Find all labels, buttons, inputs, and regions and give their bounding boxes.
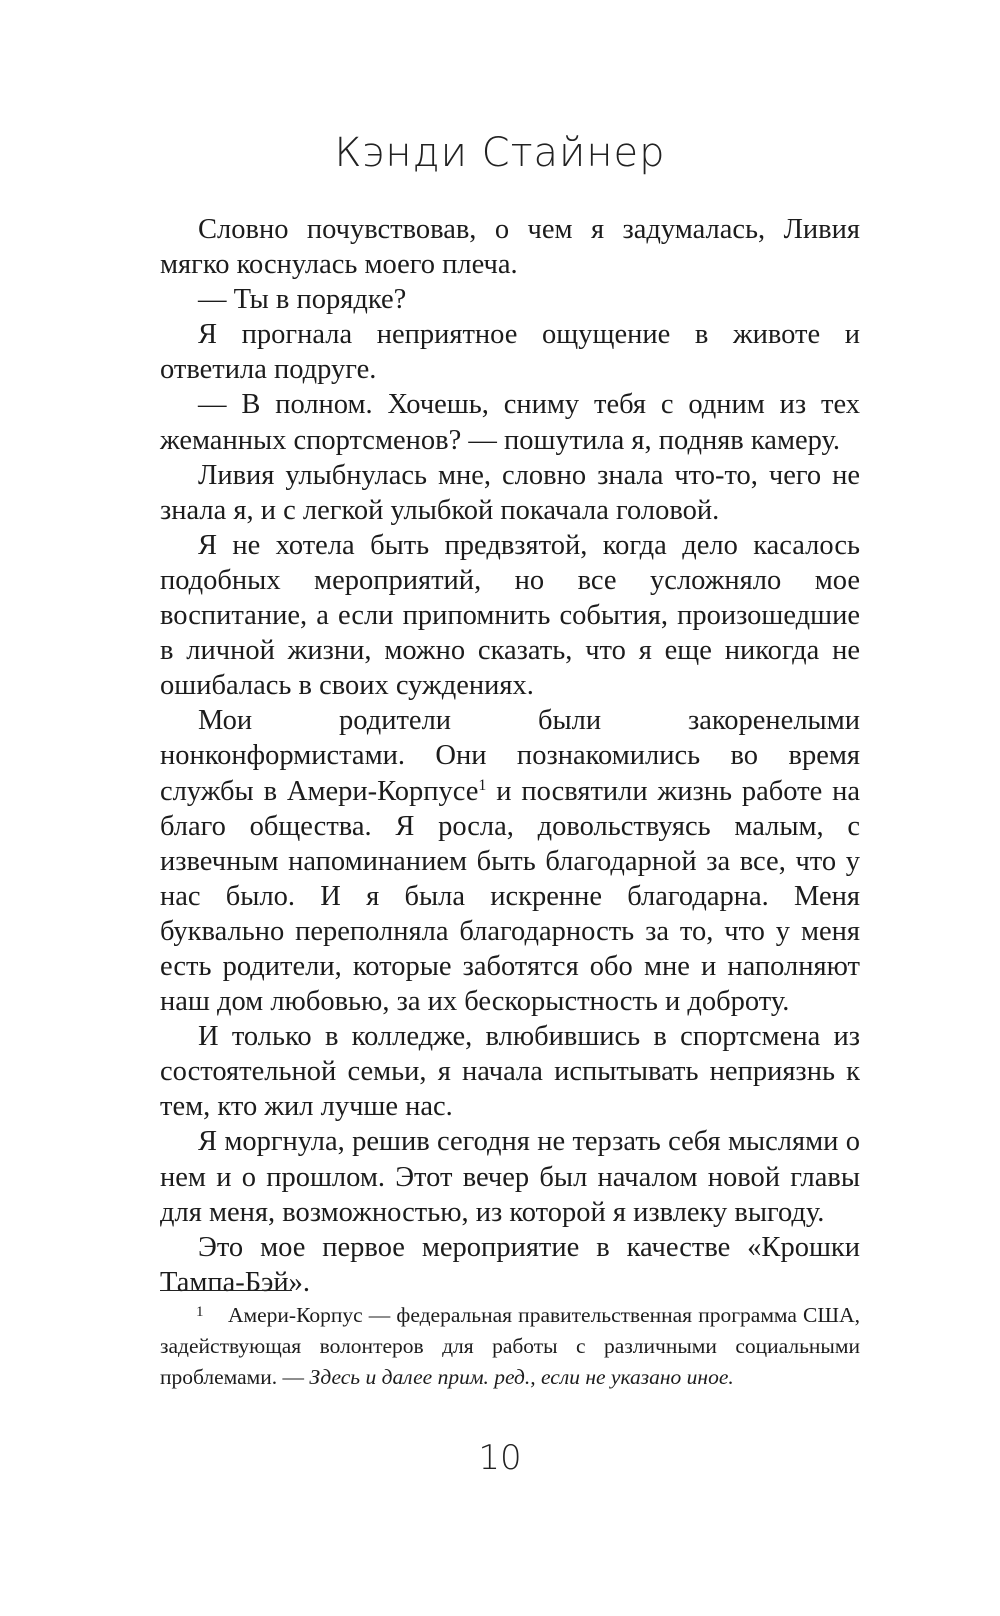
footnote-text: Амери-Корпус — федеральная правительственная программа США, задействующая волонтеров для работы с различными социальными проблемами. — bbox=[160, 1303, 860, 1389]
footnote-marker: 1 bbox=[196, 1304, 204, 1320]
paragraph: Ливия улыбнулась мне, словно знала что-то, чего не знала я, и с легкой улыбкой покачала головой. bbox=[160, 459, 860, 526]
footnote-divider bbox=[160, 1290, 292, 1291]
footnote-editor-note: Здесь и далее прим. ред., если не указано иное. bbox=[309, 1365, 734, 1389]
page-number: 10 bbox=[478, 1438, 522, 1478]
paragraph-with-footnote-ref bbox=[160, 703, 860, 1019]
paragraph: Я прогнала неприятное ощущение в животе и ответила подруге. bbox=[160, 319, 860, 386]
paragraph: И только в колледже, влюбившись в спортсмена из состоятельной семьи, я начала испытывать неприязнь к тем, кто жил лучше нас. bbox=[160, 1021, 860, 1123]
footnote bbox=[160, 1297, 860, 1393]
paragraph: — В полном. Хочешь, сниму тебя с одним из тех жеманных спортсменов? — пошутила я, подняв камеру. bbox=[160, 389, 860, 456]
main-text bbox=[160, 212, 860, 1300]
paragraph: Я не хотела быть предвзятой, когда дело касалось подобных мероприятий, но все усложняло мое воспитание, а если припомнить события, произошедшие в личной жизни, можно сказать, что я еще никогда не ошибалась в своих суждениях. bbox=[160, 529, 860, 702]
paragraph: Словно почувствовав, о чем я задумалась, Ливия мягко коснулась моего плеча. bbox=[160, 214, 860, 281]
paragraph-text: Мои родители были закоренелыми нонконформистами. Они познакомились во время службы в Амери-Корпусе bbox=[160, 705, 860, 807]
paragraph: — Ты в порядке? bbox=[198, 284, 407, 316]
footnote-reference: 1 bbox=[478, 776, 487, 794]
running-header: Кэнди Стайнер bbox=[334, 130, 666, 176]
paragraph-text: и посвятили жизнь работе на благо общества. Я росла, довольствуясь малым, с извечным напоминанием быть благодарной за все, что у нас было. И я была искренне благодарна. Меня буквально переполняла благодарность за то, что у меня есть родители, которые заботятся обо мне и наполняют наш дом любовью, за их бескорыстность и доброту. bbox=[160, 775, 861, 1018]
paragraph: Это мое первое мероприятие в качестве «Крошки Тампа-Бэй». bbox=[160, 1231, 860, 1298]
paragraph: Я моргнула, решив сегодня не терзать себя мыслями о нем и о прошлом. Этот вечер был началом новой главы для меня, возможностью, из которой я извлеку выгоду. bbox=[160, 1126, 860, 1228]
